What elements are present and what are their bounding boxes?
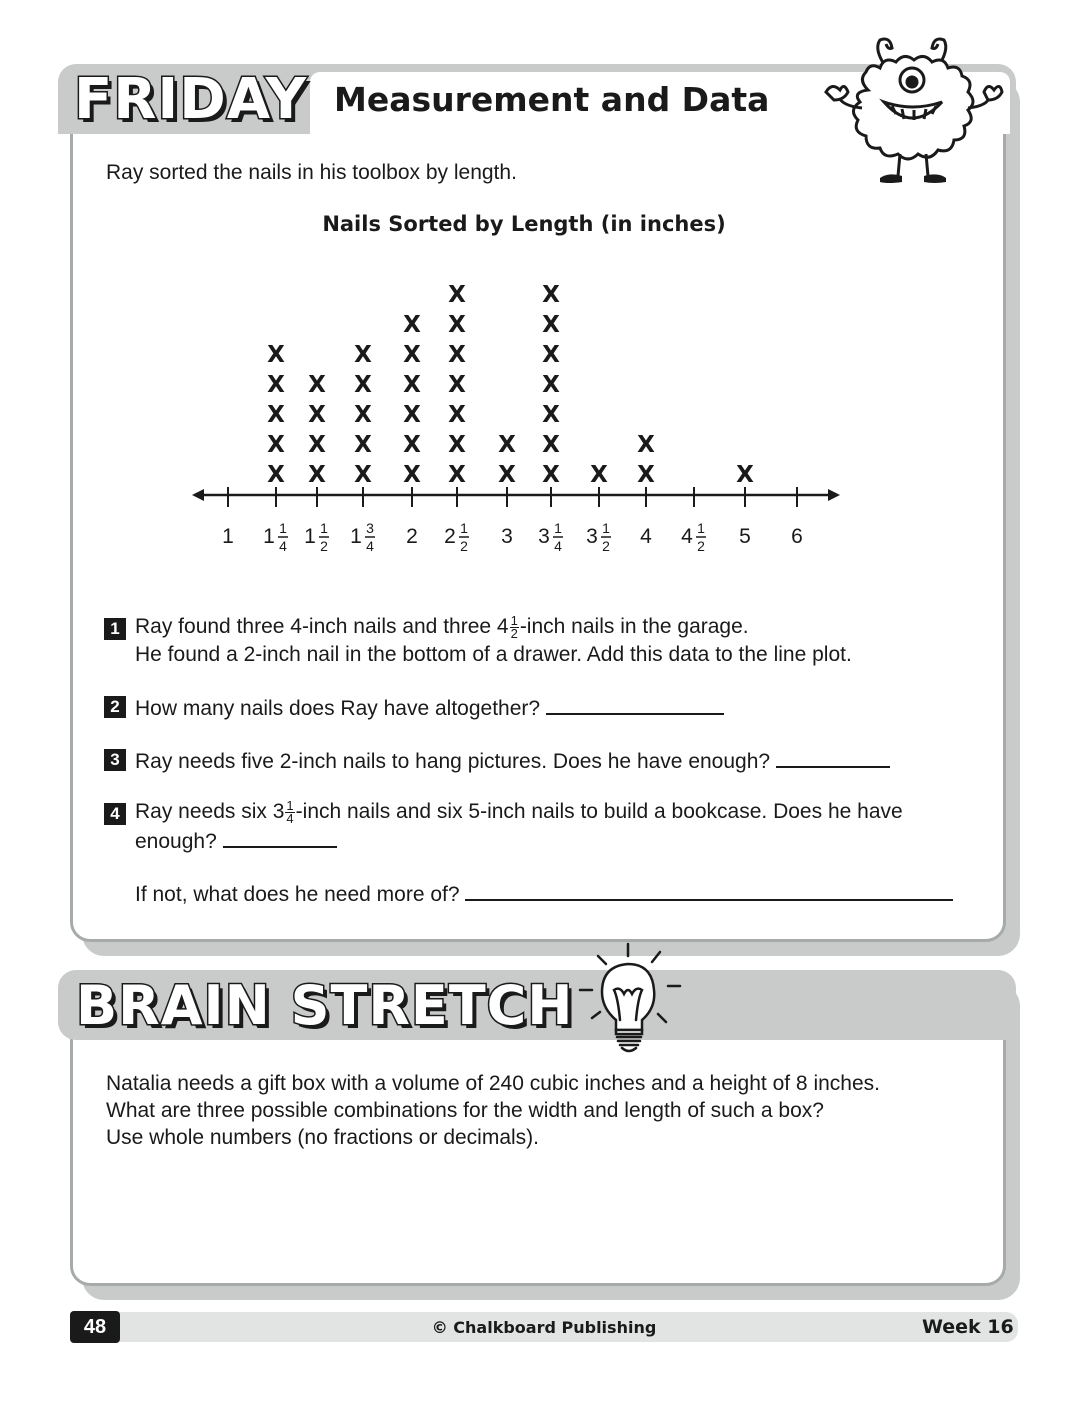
x-mark: X — [354, 402, 372, 428]
axis-arrow-left — [192, 489, 204, 501]
tick-label: 4 — [681, 525, 693, 548]
question-4-followup-text: If not, what does he need more of? — [135, 883, 460, 906]
question-4-text-a: Ray needs six 3 — [135, 800, 285, 823]
x-mark: X — [267, 372, 285, 398]
fraction-one-quarter: $\frac{1}{4}$ — [286, 797, 294, 826]
light-bulb-icon — [574, 938, 694, 1058]
x-mark: X — [354, 462, 372, 488]
x-mark: X — [354, 372, 372, 398]
question-1-line-2: He found a 2-inch nail in the bottom of a drawer. Add this data to the line plot. — [135, 643, 852, 666]
question-3 — [135, 746, 890, 775]
monster-mascot-icon — [818, 30, 1008, 190]
tick-label-denominator: 4 — [366, 538, 374, 554]
subject-title: Measurement and Data — [334, 80, 770, 119]
week-label: Week 16 — [922, 1316, 1014, 1338]
tick-label-denominator: 2 — [460, 538, 468, 554]
tick-label-denominator: 2 — [697, 538, 705, 554]
plot-title: Nails Sorted by Length (in inches) — [322, 212, 726, 236]
question-1-text-a: Ray found three 4-inch nails and three 4 — [135, 615, 509, 638]
x-mark: X — [308, 432, 326, 458]
x-mark: X — [448, 462, 466, 488]
tick-label-numerator: 3 — [366, 520, 374, 536]
tick-label: 6 — [791, 525, 803, 548]
question-1-line-1 — [135, 614, 749, 640]
brain-stretch-line-1: Natalia needs a gift box with a volume of 240 cubic inches and a height of 8 inches. — [106, 1072, 880, 1095]
tick-label: 1 — [222, 525, 234, 548]
brain-stretch-line-3: Use whole numbers (no fractions or decimals). — [106, 1126, 540, 1149]
x-mark: X — [542, 462, 560, 488]
brain-stretch-title: BRAIN STRETCH — [76, 974, 574, 1037]
x-mark: X — [403, 372, 421, 398]
tick-label-numerator: 1 — [697, 520, 705, 536]
x-mark: X — [354, 342, 372, 368]
tick-label-denominator: 2 — [602, 538, 610, 554]
tick-label: 5 — [739, 525, 751, 548]
x-mark: X — [403, 342, 421, 368]
x-mark: X — [448, 402, 466, 428]
tick-label: 2 — [444, 525, 456, 548]
tick-label-numerator: 1 — [279, 520, 287, 536]
x-mark: X — [637, 432, 655, 458]
question-2 — [135, 693, 724, 722]
x-mark: X — [403, 462, 421, 488]
brain-stretch-line-2: What are three possible combinations for the width and length of such a box? — [106, 1099, 824, 1122]
x-mark: X — [267, 342, 285, 368]
x-mark: X — [542, 372, 560, 398]
x-mark: X — [448, 432, 466, 458]
question-4-followup — [135, 879, 953, 908]
x-mark: X — [403, 432, 421, 458]
tick-label-numerator: 1 — [554, 520, 562, 536]
question-number-3: 3 — [104, 749, 126, 771]
answer-blank-3[interactable] — [776, 746, 890, 768]
tick-label: 3 — [586, 525, 598, 548]
fraction-one-half: $\frac{1}{2}$ — [510, 612, 518, 641]
x-mark: X — [637, 462, 655, 488]
answer-blank-4b[interactable] — [465, 879, 953, 901]
question-2-text: How many nails does Ray have altogether? — [135, 697, 541, 720]
x-mark: X — [267, 432, 285, 458]
question-4-text-b: -inch nails and six 5-inch nails to build a bookcase. Does he have — [295, 800, 903, 823]
x-mark: X — [448, 282, 466, 308]
intro-text: Ray sorted the nails in his toolbox by length. — [106, 161, 517, 184]
x-mark: X — [542, 282, 560, 308]
answer-blank-4a[interactable] — [223, 826, 337, 848]
x-mark: X — [354, 432, 372, 458]
tick-label: 1 — [263, 525, 275, 548]
x-mark: X — [403, 402, 421, 428]
tick-label-denominator: 4 — [554, 538, 562, 554]
publisher: © Chalkboard Publishing — [431, 1318, 657, 1337]
x-mark: X — [448, 372, 466, 398]
x-mark: X — [542, 402, 560, 428]
question-4-line-1 — [135, 799, 903, 825]
x-mark: X — [403, 312, 421, 338]
tick-label-numerator: 1 — [460, 520, 468, 536]
x-mark: X — [498, 462, 516, 488]
question-number-4: 4 — [104, 803, 126, 825]
tick-label: 3 — [501, 525, 513, 548]
answer-blank-2[interactable] — [546, 693, 724, 715]
tick-label: 4 — [640, 525, 652, 548]
tick-label-denominator: 2 — [320, 538, 328, 554]
x-mark: X — [308, 402, 326, 428]
x-mark: X — [448, 312, 466, 338]
page-number: 48 — [70, 1311, 120, 1343]
day-title: FRIDAY — [74, 67, 308, 132]
tick-label-denominator: 4 — [279, 538, 287, 554]
x-mark: X — [542, 432, 560, 458]
tick-label: 2 — [406, 525, 418, 548]
question-1-text-b: -inch nails in the garage. — [519, 615, 749, 638]
question-3-text: Ray needs five 2-inch nails to hang pictures. Does he have enough? — [135, 750, 771, 773]
question-4-enough: enough? — [135, 830, 217, 853]
line-plot — [0, 270, 1088, 570]
tick-label-numerator: 1 — [602, 520, 610, 536]
x-mark: X — [498, 432, 516, 458]
x-mark: X — [542, 342, 560, 368]
question-4-line-2 — [135, 826, 337, 855]
tick-label: 1 — [304, 525, 316, 548]
x-mark: X — [267, 462, 285, 488]
question-number-1: 1 — [104, 618, 126, 640]
x-mark: X — [542, 312, 560, 338]
x-mark: X — [308, 462, 326, 488]
tick-label: 1 — [350, 525, 362, 548]
tick-label: 3 — [538, 525, 550, 548]
x-mark: X — [590, 462, 608, 488]
axis-arrow-right — [828, 489, 840, 501]
x-mark: X — [308, 372, 326, 398]
tick-label-numerator: 1 — [320, 520, 328, 536]
question-number-2: 2 — [104, 696, 126, 718]
x-mark: X — [267, 402, 285, 428]
x-mark: X — [736, 462, 754, 488]
x-mark: X — [448, 342, 466, 368]
